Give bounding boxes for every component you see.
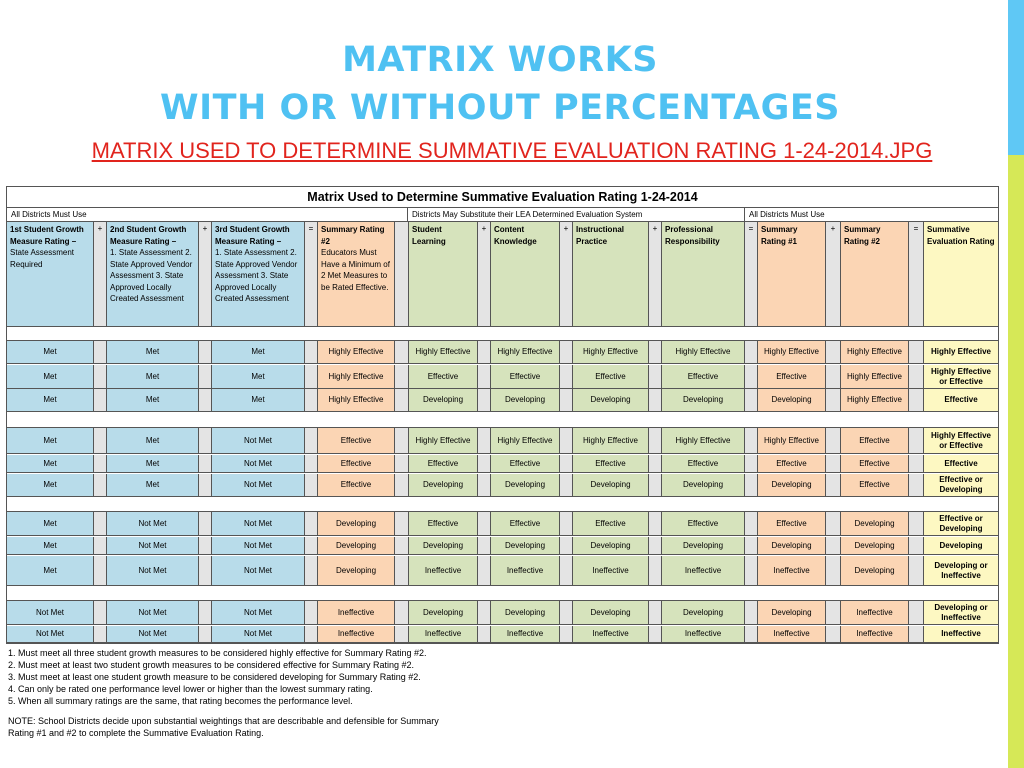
operator-cell	[649, 365, 662, 389]
table-cell: Not Met	[107, 512, 199, 536]
operator-cell	[649, 455, 662, 473]
operator-cell: =	[909, 222, 924, 327]
note-1: 1. Must meet all three student growth measures to be considered highly effective for Summary Rating #2.	[8, 648, 427, 658]
summative-rating-cell: Effective or Developing	[924, 474, 998, 497]
summative-rating-cell: Highly Effective	[924, 341, 998, 364]
operator-cell	[909, 601, 924, 625]
column-header	[7, 222, 94, 327]
operator-cell	[478, 341, 491, 364]
table-cell: Developing	[318, 556, 395, 586]
table-cell: Highly Effective	[841, 365, 909, 389]
table-cell: Developing	[758, 389, 826, 412]
operator-cell	[478, 455, 491, 473]
table-cell: Highly Effective	[758, 428, 826, 454]
table-cell: Met	[7, 389, 94, 412]
operator-cell	[395, 626, 409, 643]
operator-cell	[649, 601, 662, 625]
table-cell: Highly Effective	[662, 341, 745, 364]
table-cell: Met	[107, 341, 199, 364]
operator-cell	[560, 512, 573, 536]
note-2: 2. Must meet at least two student growth measures to be considered effective for Summary Rating #2.	[8, 660, 415, 670]
table-cell: Met	[107, 365, 199, 389]
table-cell: Developing	[573, 389, 649, 412]
operator-cell	[478, 389, 491, 412]
table-cell: Developing	[662, 537, 745, 555]
table-cell: Developing	[662, 474, 745, 497]
table-cell: Highly Effective	[318, 365, 395, 389]
operator-cell	[94, 341, 107, 364]
operator-cell	[745, 601, 758, 625]
column-header-title: Content Knowledge	[494, 225, 537, 246]
operator-cell	[199, 512, 212, 536]
group-header-all-districts-2: All Districts Must Use	[745, 208, 998, 222]
table-cell: Developing	[491, 537, 560, 555]
table-cell: Met	[107, 474, 199, 497]
column-header-title: Professional Responsibility	[665, 225, 720, 246]
operator-cell	[199, 389, 212, 412]
column-header	[212, 222, 305, 327]
column-header-title: Summary Rating #2	[321, 225, 385, 246]
table-cell: Ineffective	[409, 626, 478, 643]
operator-cell	[909, 428, 924, 454]
operator-cell	[826, 512, 841, 536]
operator-cell	[745, 626, 758, 643]
table-cell: Effective	[573, 365, 649, 389]
table-cell: Developing	[841, 537, 909, 555]
operator-cell	[745, 428, 758, 454]
operator-cell	[478, 601, 491, 625]
table-cell: Developing	[409, 537, 478, 555]
operator-cell: =	[305, 222, 318, 327]
table-cell: Ineffective	[318, 626, 395, 643]
table-cell: Highly Effective	[758, 341, 826, 364]
table-cell: Effective	[491, 455, 560, 473]
note-extra-line2: Rating #1 and #2 to complete the Summative Evaluation Rating.	[8, 728, 264, 738]
table-cell: Not Met	[107, 601, 199, 625]
table-cell: Highly Effective	[841, 341, 909, 364]
table-cell: Effective	[841, 428, 909, 454]
column-header-title: 1st Student Growth Measure Rating –	[10, 225, 84, 246]
operator-cell	[909, 474, 924, 497]
column-header	[573, 222, 649, 327]
table-cell: Developing	[573, 537, 649, 555]
operator-cell	[305, 556, 318, 586]
operator-cell	[199, 626, 212, 643]
operator-cell	[745, 455, 758, 473]
column-header	[318, 222, 395, 327]
summative-rating-cell: Developing or Ineffective	[924, 601, 998, 625]
table-cell: Ineffective	[491, 556, 560, 586]
table-cell: Developing	[409, 601, 478, 625]
operator-cell	[560, 341, 573, 364]
operator-cell: +	[826, 222, 841, 327]
operator-cell	[560, 455, 573, 473]
note-3: 3. Must meet at least one student growth measure to be considered developing for Summary Rating #2.	[8, 672, 421, 682]
column-header	[841, 222, 909, 327]
column-header	[107, 222, 199, 327]
table-cell: Met	[107, 455, 199, 473]
table-cell: Developing	[491, 474, 560, 497]
column-header-title: 3rd Student Growth Measure Rating –	[215, 225, 290, 246]
operator-cell	[560, 365, 573, 389]
image-link[interactable]: MATRIX USED TO DETERMINE SUMMATIVE EVALUATION RATING 1-24-2014.JPG	[91, 138, 933, 163]
operator-cell	[649, 626, 662, 643]
table-cell: Met	[7, 341, 94, 364]
operator-cell	[478, 365, 491, 389]
operator-cell	[199, 428, 212, 454]
group-header-lea-substitute: Districts May Substitute their LEA Determined Evaluation System	[408, 208, 745, 222]
table-cell: Met	[107, 428, 199, 454]
summative-rating-cell: Ineffective	[924, 626, 998, 643]
table-cell: Developing	[573, 601, 649, 625]
operator-cell	[395, 428, 409, 454]
table-cell: Not Met	[7, 626, 94, 643]
operator-cell	[199, 455, 212, 473]
table-cell: Met	[7, 365, 94, 389]
operator-cell	[395, 512, 409, 536]
operator-cell	[305, 365, 318, 389]
table-cell: Developing	[841, 556, 909, 586]
table-cell: Effective	[573, 512, 649, 536]
column-header-subtext: 1. State Assessment 2. State Approved Vendor Assessment 3. State Approved Locally Created Assessment	[215, 248, 298, 303]
operator-cell	[94, 512, 107, 536]
slide-title-line2: WITH OR WITHOUT PERCENTAGES	[160, 88, 840, 128]
table-cell: Ineffective	[491, 626, 560, 643]
table-cell: Highly Effective	[409, 428, 478, 454]
column-header	[491, 222, 560, 327]
operator-cell: +	[478, 222, 491, 327]
operator-cell	[395, 455, 409, 473]
operator-cell	[826, 389, 841, 412]
operator-cell	[199, 341, 212, 364]
summative-rating-cell: Effective	[924, 455, 998, 473]
operator-cell	[94, 474, 107, 497]
column-header	[924, 222, 998, 327]
operator-cell: +	[199, 222, 212, 327]
operator-cell	[560, 474, 573, 497]
table-cell: Met	[7, 512, 94, 536]
column-header-subtext: State Assessment Required	[10, 248, 75, 269]
column-header-title: Summary Rating #2	[844, 225, 881, 246]
table-cell: Highly Effective	[841, 389, 909, 412]
table-cell: Not Met	[212, 428, 305, 454]
table-cell: Developing	[318, 537, 395, 555]
operator-cell	[745, 537, 758, 555]
summative-rating-cell: Developing or Ineffective	[924, 556, 998, 586]
operator-cell	[909, 341, 924, 364]
operator-cell	[395, 601, 409, 625]
table-cell: Met	[212, 365, 305, 389]
operator-cell	[745, 512, 758, 536]
operator-cell	[94, 455, 107, 473]
column-header	[409, 222, 478, 327]
operator-cell	[649, 389, 662, 412]
operator-cell	[395, 474, 409, 497]
operator-cell	[305, 537, 318, 555]
operator-cell	[909, 556, 924, 586]
evaluation-matrix	[6, 186, 999, 644]
table-cell: Developing	[409, 389, 478, 412]
table-cell: Developing	[662, 389, 745, 412]
group-spacer-row	[7, 327, 998, 341]
summative-rating-cell: Highly Effective or Effective	[924, 365, 998, 389]
table-cell: Ineffective	[573, 626, 649, 643]
operator-cell	[478, 556, 491, 586]
operator-cell	[94, 537, 107, 555]
table-cell: Not Met	[212, 626, 305, 643]
operator-cell	[560, 626, 573, 643]
column-header-title: Student Learning	[412, 225, 446, 246]
table-cell: Developing	[573, 474, 649, 497]
table-cell: Met	[7, 556, 94, 586]
table-cell: Effective	[841, 474, 909, 497]
operator-cell	[395, 341, 409, 364]
operator-cell	[826, 626, 841, 643]
table-cell: Highly Effective	[573, 341, 649, 364]
operator-cell	[305, 474, 318, 497]
operator-cell: +	[94, 222, 107, 327]
table-cell: Not Met	[107, 537, 199, 555]
table-cell: Not Met	[212, 474, 305, 497]
operator-cell	[649, 512, 662, 536]
note-extra-line1: NOTE: School Districts decide upon substantial weightings that are describable and defensible for Summary	[8, 716, 439, 726]
operator-cell: +	[649, 222, 662, 327]
table-cell: Highly Effective	[318, 341, 395, 364]
table-cell: Developing	[758, 601, 826, 625]
operator-cell	[826, 365, 841, 389]
table-cell: Effective	[409, 455, 478, 473]
table-cell: Not Met	[107, 626, 199, 643]
operator-cell	[305, 455, 318, 473]
table-cell: Not Met	[212, 537, 305, 555]
table-cell: Met	[7, 455, 94, 473]
table-cell: Effective	[318, 455, 395, 473]
table-cell: Met	[212, 389, 305, 412]
operator-cell	[305, 341, 318, 364]
operator-cell	[745, 556, 758, 586]
operator-cell	[745, 365, 758, 389]
table-cell: Effective	[662, 455, 745, 473]
group-header-all-districts-1: All Districts Must Use	[7, 208, 408, 222]
operator-cell	[745, 341, 758, 364]
summative-rating-cell: Highly Effective or Effective	[924, 428, 998, 454]
column-header-title: Summary Rating #1	[761, 225, 798, 246]
table-cell: Developing	[758, 537, 826, 555]
table-cell: Effective	[409, 365, 478, 389]
operator-cell	[560, 537, 573, 555]
slide-title-line1: MATRIX WORKS	[342, 40, 658, 80]
table-cell: Highly Effective	[491, 428, 560, 454]
operator-cell	[909, 365, 924, 389]
operator-cell	[909, 512, 924, 536]
operator-cell	[745, 474, 758, 497]
column-header-title: 2nd Student Growth Measure Rating –	[110, 225, 187, 246]
table-cell: Ineffective	[573, 556, 649, 586]
operator-cell	[94, 601, 107, 625]
table-cell: Ineffective	[841, 626, 909, 643]
operator-cell	[826, 455, 841, 473]
table-cell: Ineffective	[662, 556, 745, 586]
operator-cell	[395, 556, 409, 586]
operator-cell	[305, 601, 318, 625]
accent-stripe-bottom	[1008, 155, 1024, 768]
note-5: 5. When all summary ratings are the same, that rating becomes the performance level.	[8, 696, 353, 706]
table-cell: Highly Effective	[491, 341, 560, 364]
operator-cell	[305, 512, 318, 536]
operator-cell	[560, 556, 573, 586]
table-cell: Effective	[491, 365, 560, 389]
table-cell: Developing	[409, 474, 478, 497]
operator-cell	[826, 474, 841, 497]
matrix-title: Matrix Used to Determine Summative Evaluation Rating 1-24-2014	[7, 187, 998, 208]
operator-cell	[199, 474, 212, 497]
column-header	[758, 222, 826, 327]
table-cell: Effective	[662, 512, 745, 536]
table-cell: Not Met	[212, 556, 305, 586]
table-cell: Ineffective	[758, 556, 826, 586]
table-cell: Effective	[318, 428, 395, 454]
table-cell: Not Met	[107, 556, 199, 586]
table-cell: Highly Effective	[573, 428, 649, 454]
table-cell: Ineffective	[409, 556, 478, 586]
operator-cell	[649, 428, 662, 454]
operator-cell	[478, 428, 491, 454]
operator-cell	[94, 389, 107, 412]
table-cell: Effective	[409, 512, 478, 536]
table-cell: Effective	[491, 512, 560, 536]
operator-cell	[826, 556, 841, 586]
table-cell: Effective	[318, 474, 395, 497]
operator-cell	[649, 341, 662, 364]
group-spacer-row	[7, 586, 998, 601]
operator-cell	[560, 389, 573, 412]
operator-cell	[305, 389, 318, 412]
table-cell: Developing	[841, 512, 909, 536]
column-header	[662, 222, 745, 327]
operator-cell: +	[560, 222, 573, 327]
operator-cell	[745, 389, 758, 412]
operator-cell	[909, 455, 924, 473]
table-cell: Effective	[758, 512, 826, 536]
operator-cell	[649, 556, 662, 586]
operator-cell	[94, 626, 107, 643]
table-cell: Not Met	[212, 455, 305, 473]
group-spacer-row	[7, 412, 998, 428]
table-cell: Effective	[662, 365, 745, 389]
column-header-title: Summative Evaluation Rating	[927, 225, 995, 246]
operator-cell	[478, 512, 491, 536]
operator-cell	[478, 537, 491, 555]
operator-cell	[395, 537, 409, 555]
operator-cell	[826, 537, 841, 555]
summative-rating-cell: Effective	[924, 389, 998, 412]
operator-cell	[395, 365, 409, 389]
operator-cell	[826, 601, 841, 625]
table-cell: Not Met	[212, 512, 305, 536]
operator-cell	[199, 601, 212, 625]
operator-cell	[560, 601, 573, 625]
table-cell: Met	[107, 389, 199, 412]
table-cell: Met	[7, 428, 94, 454]
table-cell: Ineffective	[662, 626, 745, 643]
table-cell: Developing	[662, 601, 745, 625]
operator-cell	[909, 626, 924, 643]
table-cell: Met	[212, 341, 305, 364]
matrix-notes	[8, 647, 528, 739]
table-cell: Developing	[491, 389, 560, 412]
operator-cell	[649, 537, 662, 555]
note-4: 4. Can only be rated one performance level lower or higher than the lowest summary rating.	[8, 684, 373, 694]
operator-cell	[909, 537, 924, 555]
table-cell: Developing	[758, 474, 826, 497]
operator-cell: =	[745, 222, 758, 327]
table-cell: Effective	[758, 365, 826, 389]
table-cell: Ineffective	[758, 626, 826, 643]
operator-cell	[395, 222, 409, 327]
summative-rating-cell: Developing	[924, 537, 998, 555]
table-cell: Effective	[573, 455, 649, 473]
operator-cell	[649, 474, 662, 497]
operator-cell	[305, 428, 318, 454]
table-cell: Effective	[841, 455, 909, 473]
table-cell: Met	[7, 474, 94, 497]
table-cell: Highly Effective	[409, 341, 478, 364]
operator-cell	[305, 626, 318, 643]
operator-cell	[199, 365, 212, 389]
accent-stripe-top	[1008, 0, 1024, 155]
operator-cell	[94, 365, 107, 389]
operator-cell	[199, 537, 212, 555]
operator-cell	[94, 428, 107, 454]
operator-cell	[478, 626, 491, 643]
table-cell: Not Met	[7, 601, 94, 625]
table-cell: Highly Effective	[318, 389, 395, 412]
operator-cell	[826, 341, 841, 364]
table-cell: Developing	[318, 512, 395, 536]
table-cell: Highly Effective	[662, 428, 745, 454]
group-spacer-row	[7, 497, 998, 512]
table-cell: Effective	[758, 455, 826, 473]
table-cell: Met	[7, 537, 94, 555]
column-header-title: Instructional Practice	[576, 225, 625, 246]
table-cell: Developing	[491, 601, 560, 625]
operator-cell	[909, 389, 924, 412]
column-header-subtext: 1. State Assessment 2. State Approved Vendor Assessment 3. State Approved Locally Created Assessment	[110, 248, 193, 303]
operator-cell	[826, 428, 841, 454]
table-cell: Ineffective	[841, 601, 909, 625]
operator-cell	[395, 389, 409, 412]
table-cell: Not Met	[212, 601, 305, 625]
operator-cell	[94, 556, 107, 586]
operator-cell	[560, 428, 573, 454]
summative-rating-cell: Effective or Developing	[924, 512, 998, 536]
table-cell: Ineffective	[318, 601, 395, 625]
operator-cell	[199, 556, 212, 586]
operator-cell	[478, 474, 491, 497]
column-header-subtext: Educators Must Have a Minimum of 2 Met Measures to be Rated Effective.	[321, 248, 390, 292]
